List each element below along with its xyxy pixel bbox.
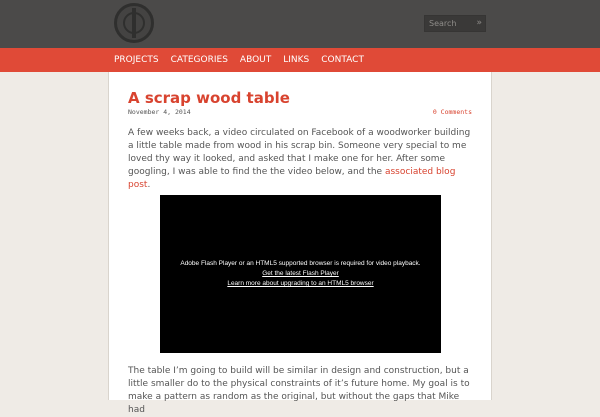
post-date: November 4, 2014: [128, 108, 191, 116]
paragraph-text: A few weeks back, a video circulated on Facebook of a woodworker building a little table made from wood in his scrap bin. Someone very special to me loved thy way it looked, and asked that I make one for her. After some googling, I was able to find the the video below, and the: [128, 128, 471, 177]
search-input[interactable]: [425, 16, 473, 31]
html5-upgrade-link[interactable]: Learn more about upgrading to an HTML5 browser: [227, 280, 374, 287]
paragraph-end: .: [147, 180, 151, 190]
nav-item-links[interactable]: LINKS: [283, 55, 310, 65]
nav-item-about[interactable]: ABOUT: [239, 55, 272, 65]
video-fallback-message: [160, 259, 441, 289]
search-submit-button[interactable]: »: [476, 18, 482, 28]
search-box: [424, 15, 486, 32]
video-player[interactable]: [160, 195, 441, 353]
comments-link[interactable]: 0 Comments: [432, 108, 472, 116]
nav-item-contact[interactable]: CONTACT: [321, 55, 364, 65]
post-paragraph-1: [128, 127, 474, 192]
post-title[interactable]: A scrap wood table: [128, 89, 290, 107]
get-flash-link[interactable]: Get the latest Flash Player: [262, 270, 339, 277]
site-header: [0, 0, 600, 48]
logo-bar: [132, 8, 136, 38]
nav-item-categories[interactable]: CATEGORIES: [170, 55, 228, 65]
site-logo-icon[interactable]: [114, 3, 154, 43]
post-content: [108, 72, 492, 415]
post-paragraph-2: The table I’m going to build will be similar in design and construction, but a little smaller do to the physical constraints of it’s future home. My goal is to make a pattern as random as the original, but without the gaps that Mike had: [128, 366, 470, 415]
flash-required-text: Adobe Flash Player or an HTML5 supported browser is required for video playback.: [180, 260, 421, 267]
nav-item-projects[interactable]: PROJECTS: [114, 55, 159, 65]
associated-blog-post-link[interactable]: associated blog post: [128, 167, 456, 190]
main-nav: [0, 48, 600, 72]
